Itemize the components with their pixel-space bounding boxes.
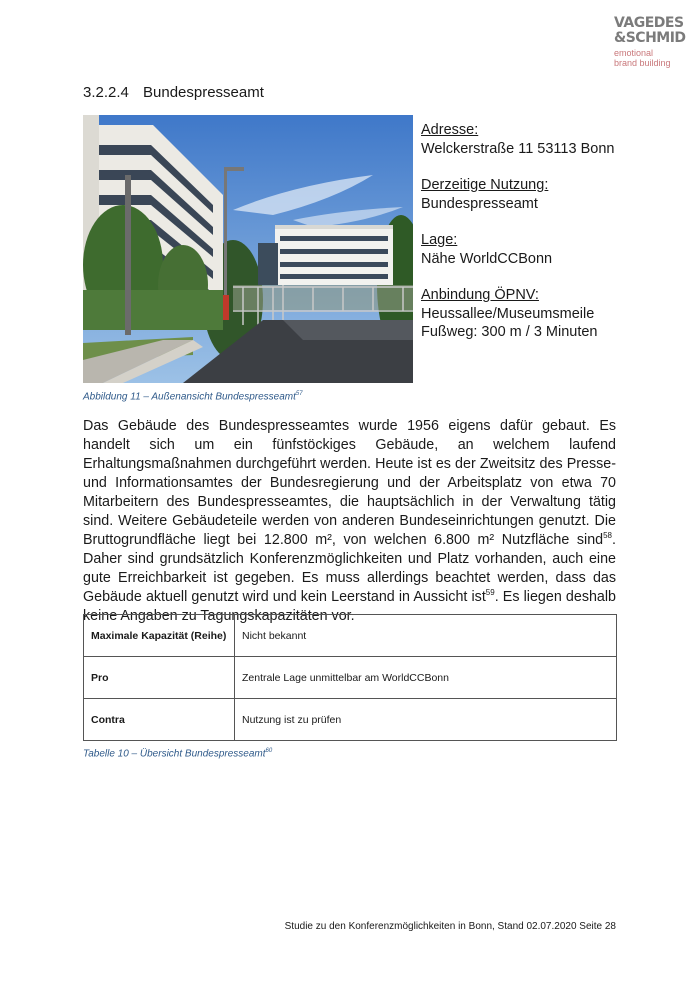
company-logo	[614, 16, 686, 68]
body-text-part1: Das Gebäude des Bundespresseamtes wurde 1956 eigens dafür gebaut. Es handelt sich um ein fünfstöckiges Gebäude, an welchem laufend Erhaltungsmaßnahmen durchgeführt werden. Heute ist es der Zweitsitz des Presse- und Informationsamtes der Bundesregierung und der Arbeitsplatz von etwa 70 Mitarbeitern des Bundespresseamtes, die hauptsächlich in der Verwaltung tätig sind. Weitere Gebäudeteile werden von anderen Bundeseinrichtungen genutzt. Die Bruttogrundfläche liegt bei 12.800 m², von welchen 6.800 m² Nutzfläche sind	[83, 418, 616, 548]
section-number: 3.2.2.4	[83, 84, 129, 101]
body-text-part3: . Es liegen deshalb keine Angaben zu Tagungskapazitäten vor.	[83, 589, 616, 624]
info-address	[421, 121, 661, 158]
info-location-value: Nähe WorldCCBonn	[421, 250, 553, 267]
section-title: Bundespresseamt	[143, 84, 264, 101]
footnote-ref-59: 59	[485, 588, 495, 598]
info-current-use-label: Derzeitige Nutzung:	[421, 177, 549, 193]
table-row	[84, 615, 617, 657]
info-location-label: Lage:	[421, 232, 458, 248]
section-heading	[83, 84, 264, 101]
table-caption	[83, 748, 272, 759]
logo-wordmark-line1: VAGEDES	[614, 15, 684, 31]
footnote-ref-58: 58	[603, 531, 613, 541]
table-row-key: Pro	[84, 657, 235, 699]
info-address-label: Adresse:	[421, 122, 479, 138]
info-address-value: Welckerstraße 11 53113 Bonn	[421, 140, 615, 157]
table-row-key: Contra	[84, 699, 235, 741]
logo-tagline-line2: brand building	[614, 58, 671, 68]
table-row-value: Zentrale Lage unmittelbar am WorldCCBonn	[235, 657, 617, 699]
table-row	[84, 699, 617, 741]
page-footer: Studie zu den Konferenzmöglichkeiten in Bonn, Stand 02.07.2020 Seite 28	[284, 921, 616, 932]
info-current-use-value: Bundespresseamt	[421, 195, 538, 212]
body-text-part2: . Daher sind grundsätzlich Konferenzmöglichkeiten und Platz vorhanden, auch eine gute Erreichbarkeit ist gegeben. Es muss allerdings beachtet werden, dass das Gebäude aktuell genutzt wird und kein Leerstand in Aussicht ist	[83, 532, 616, 605]
body-paragraph	[83, 417, 616, 626]
info-current-use	[421, 176, 661, 213]
figure-caption-footnote: 57	[295, 391, 303, 397]
table-row-value: Nutzung ist zu prüfen	[235, 699, 617, 741]
info-transit-label: Anbindung ÖPNV:	[421, 287, 539, 303]
table-row	[84, 657, 617, 699]
overview-table	[83, 614, 617, 741]
figure-caption	[83, 391, 303, 402]
info-transit	[421, 286, 661, 342]
info-transit-stop: Heussallee/Museumsmeile	[421, 305, 595, 322]
table-caption-text: Tabelle 10 – Übersicht Bundespresseamt	[83, 748, 266, 760]
info-transit-walk: Fußweg: 300 m / 3 Minuten	[421, 324, 598, 340]
logo-wordmark-line2: &SCHMID	[614, 30, 686, 46]
logo-tagline-line1: emotional	[614, 48, 654, 58]
location-info	[421, 121, 661, 360]
info-location	[421, 231, 661, 268]
figure-caption-text: Abbildung 11 – Außenansicht Bundespresseamt	[83, 391, 296, 403]
table-row-key: Maximale Kapazität (Reihe)	[84, 615, 235, 657]
table-row-value: Nicht bekannt	[235, 615, 617, 657]
table-caption-footnote: 60	[265, 748, 273, 754]
building-photo	[83, 115, 413, 383]
